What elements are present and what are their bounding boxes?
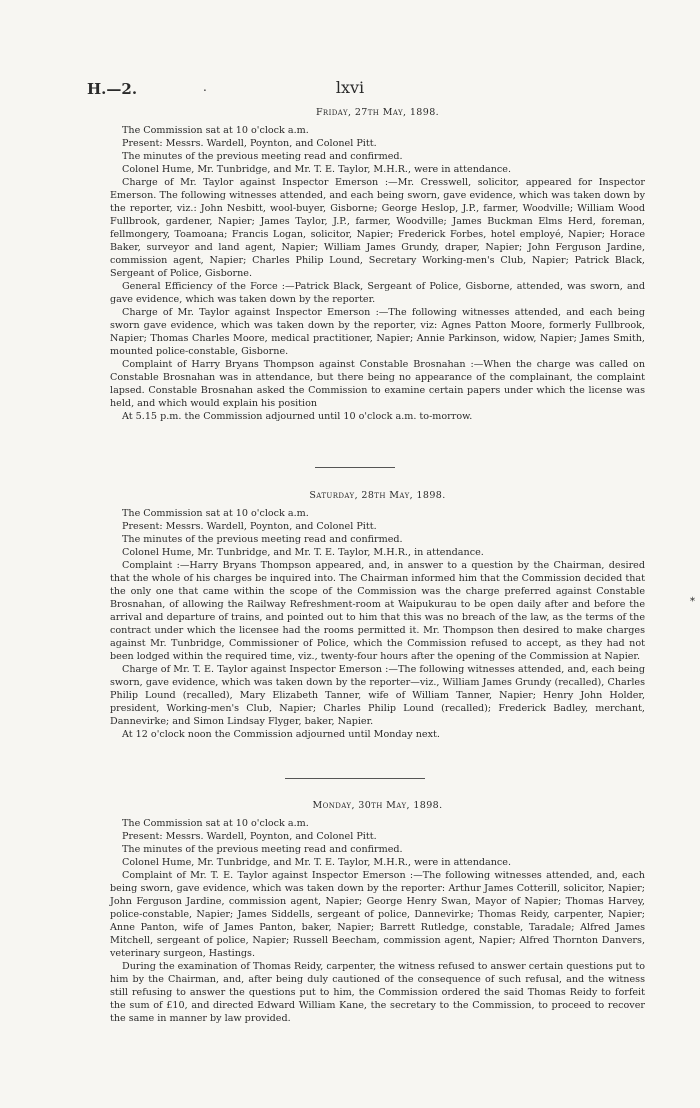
paragraph: During the examination of Thomas Reidy, carpenter, the witness refused to answer certain questions put to him by the Chairman, and, after being duly cautioned of the consequence of such refusal, and the witness still refusing to answer the questions put to him, the Commission ordered the said Thomas Reidy to forfeit the sum of £10, and directed Edward William Kane, the secretary to the Commission, to proceed to recover the same in manner by law provided.: [110, 961, 645, 1024]
paragraph: Complaint of Mr. T. E. Taylor against Inspector Emerson :—The following witnesses attended, and, each being sworn, gave evidence, which was taken down by the reporter: Arthur James Cotterill, solicitor, Napier; John Ferguson Jardine, commission agent, Napier; George Henry Swan, Mayor of Napier; Thomas Harvey, police-constable, Napier; James Siddells, sergeant of police, Dannevirke; Thomas Reidy, carpenter, Napier; Anne Panton, wife of James Panton, baker, Napier; Barrett Rutledge, constable, Taradale; Alfred James Mitchell, sergeant of police, Napier; Russell Beecham, commission agent, Napier; Alfred Thornton Danvers, veterinary surgeon, Hastings.: [110, 870, 645, 959]
paragraph: The Commission sat at 10 o'clock a.m.: [122, 818, 309, 829]
paragraph: Present: Messrs. Wardell, Poynton, and Colonel Pitt.: [122, 138, 377, 149]
section-divider: [315, 467, 395, 468]
paragraph: Complaint :—Harry Bryans Thompson appeared, and, in answer to a question by the Chairman, desired that the whole of his charges be inquired into. The Chairman informed him that the Commission decided that the only one that came within the scope of the Commission was the charge preferred against Constable Brosnahan, of allowing the Railway Refreshment-room at Waipukurau to be open daily after and before the arrival and departure of trains, and pointed out to him that this was no breach of the law, as the terms of the contract under which the licensee had the rooms permitted it. Mr. Thompson then desired to make charges against Mr. Tunbridge, Commissioner of Police, which the Commission refused to accept, as they had not been lodged within the required time, viz., twenty-four hours after the opening of the Commission at Napier.: [110, 560, 645, 662]
date-day: Saturday: [309, 490, 355, 501]
date-rest: , 30th May, 1898.: [351, 800, 443, 811]
paragraph: Colonel Hume, Mr. Tunbridge, and Mr. T. E. Taylor, M.H.R., in attendance.: [122, 547, 484, 558]
paragraph: The minutes of the previous meeting read and confirmed.: [122, 534, 403, 545]
section-divider: [285, 778, 425, 779]
paragraph: The minutes of the previous meeting read and confirmed.: [122, 844, 403, 855]
paragraph: Charge of Mr. T. E. Taylor against Inspector Emerson :—The following witnesses attended, and, each being sworn, gave evidence, which was taken down by the reporter—viz., William James Grundy (recalled), Charles Philip Lound (recalled), Mary Elizabeth Tanner, wife of William Tanner, Napier; Henry John Holder, president, Working-men's Club, Napier; Charles Philip Lound (recalled); Frederick Badley, merchant, Dannevirke; and Simon Lindsay Flyger, baker, Napier.: [110, 664, 645, 727]
paragraph: Charge of Mr. Taylor against Inspector Emerson :—Mr. Cresswell, solicitor, appeared for Inspector Emerson. The following witnesses attended, and each being sworn, gave evidence, which was taken down by the reporter, viz.: John Nesbitt, wool-buyer, Gisborne; George Heslop, J.P., farmer, Woodville; William Wood Fullbrook, gardener, Napier; James Taylor, J.P., farmer, Woodville; James Buckman Elms Herd, foreman, fellmongery, Toamoana; Francis Logan, solicitor, Napier; Frederick Forbes, hotel employé, Napier; Horace Baker, surveyor and land agent, Napier; William James Grundy, draper, Napier; John Ferguson Jardine, commission agent, Napier; Charles Philip Lound, Secretary Working-men's Club, Napier; Patrick Black, Sergeant of Police, Gisborne.: [110, 177, 645, 279]
report-code: H.—2.: [87, 80, 138, 98]
paragraph: Colonel Hume, Mr. Tunbridge, and Mr. T. E. Taylor, M.H.R., were in attendance.: [122, 857, 512, 868]
page-number: lxvi: [335, 78, 365, 97]
date-day: Friday: [315, 107, 348, 118]
margin-mark: ⁎: [690, 593, 695, 604]
paragraph: Present: Messrs. Wardell, Poynton, and Colonel Pitt.: [122, 521, 377, 532]
section-monday: [110, 800, 645, 1025]
header-dot: .: [203, 80, 207, 94]
paragraph: Charge of Mr. Taylor against Inspector Emerson :—The following witnesses attended, and each being sworn gave evidence, which was taken down by the reporter, viz: Agnes Patton Moore, formerly Fullbrook, Napier; Thomas Charles Moore, medical practitioner, Napier; Annie Parkinson, widow, Napier; James Smith, mounted police-constable, Gisborne.: [110, 307, 645, 357]
section-date: [110, 800, 645, 811]
date-rest: , 27th May, 1898.: [347, 107, 440, 118]
section-date: [110, 107, 645, 118]
paragraph: Complaint of Harry Bryans Thompson against Constable Brosnahan :—When the charge was called on Constable Brosnahan was in attendance, but there being no appearance of the complainant, the complaint lapsed. Constable Brosnahan asked the Commission to examine certain papers under which the license was held, and which would explain his position: [110, 359, 645, 409]
date-rest: , 28th May, 1898.: [354, 490, 446, 501]
paragraph: Present: Messrs. Wardell, Poynton, and Colonel Pitt.: [122, 831, 377, 842]
section-date: [110, 490, 645, 501]
paragraph: The minutes of the previous meeting read and confirmed.: [122, 151, 403, 162]
paragraph: The Commission sat at 10 o'clock a.m.: [122, 125, 309, 136]
paragraph: At 5.15 p.m. the Commission adjourned until 10 o'clock a.m. to-morrow.: [122, 411, 473, 422]
paragraph: At 12 o'clock noon the Commission adjourned until Monday next.: [122, 729, 440, 740]
paragraph: Colonel Hume, Mr. Tunbridge, and Mr. T. E. Taylor, M.H.R., were in attendance.: [122, 164, 512, 175]
date-day: Monday: [312, 800, 352, 811]
paragraph: General Efficiency of the Force :—Patrick Black, Sergeant of Police, Gisborne, attended, was sworn, and gave evidence, which was taken down by the reporter.: [110, 281, 645, 305]
paragraph: The Commission sat at 10 o'clock a.m.: [122, 508, 309, 519]
section-saturday: [110, 490, 645, 741]
section-friday: [110, 107, 645, 423]
